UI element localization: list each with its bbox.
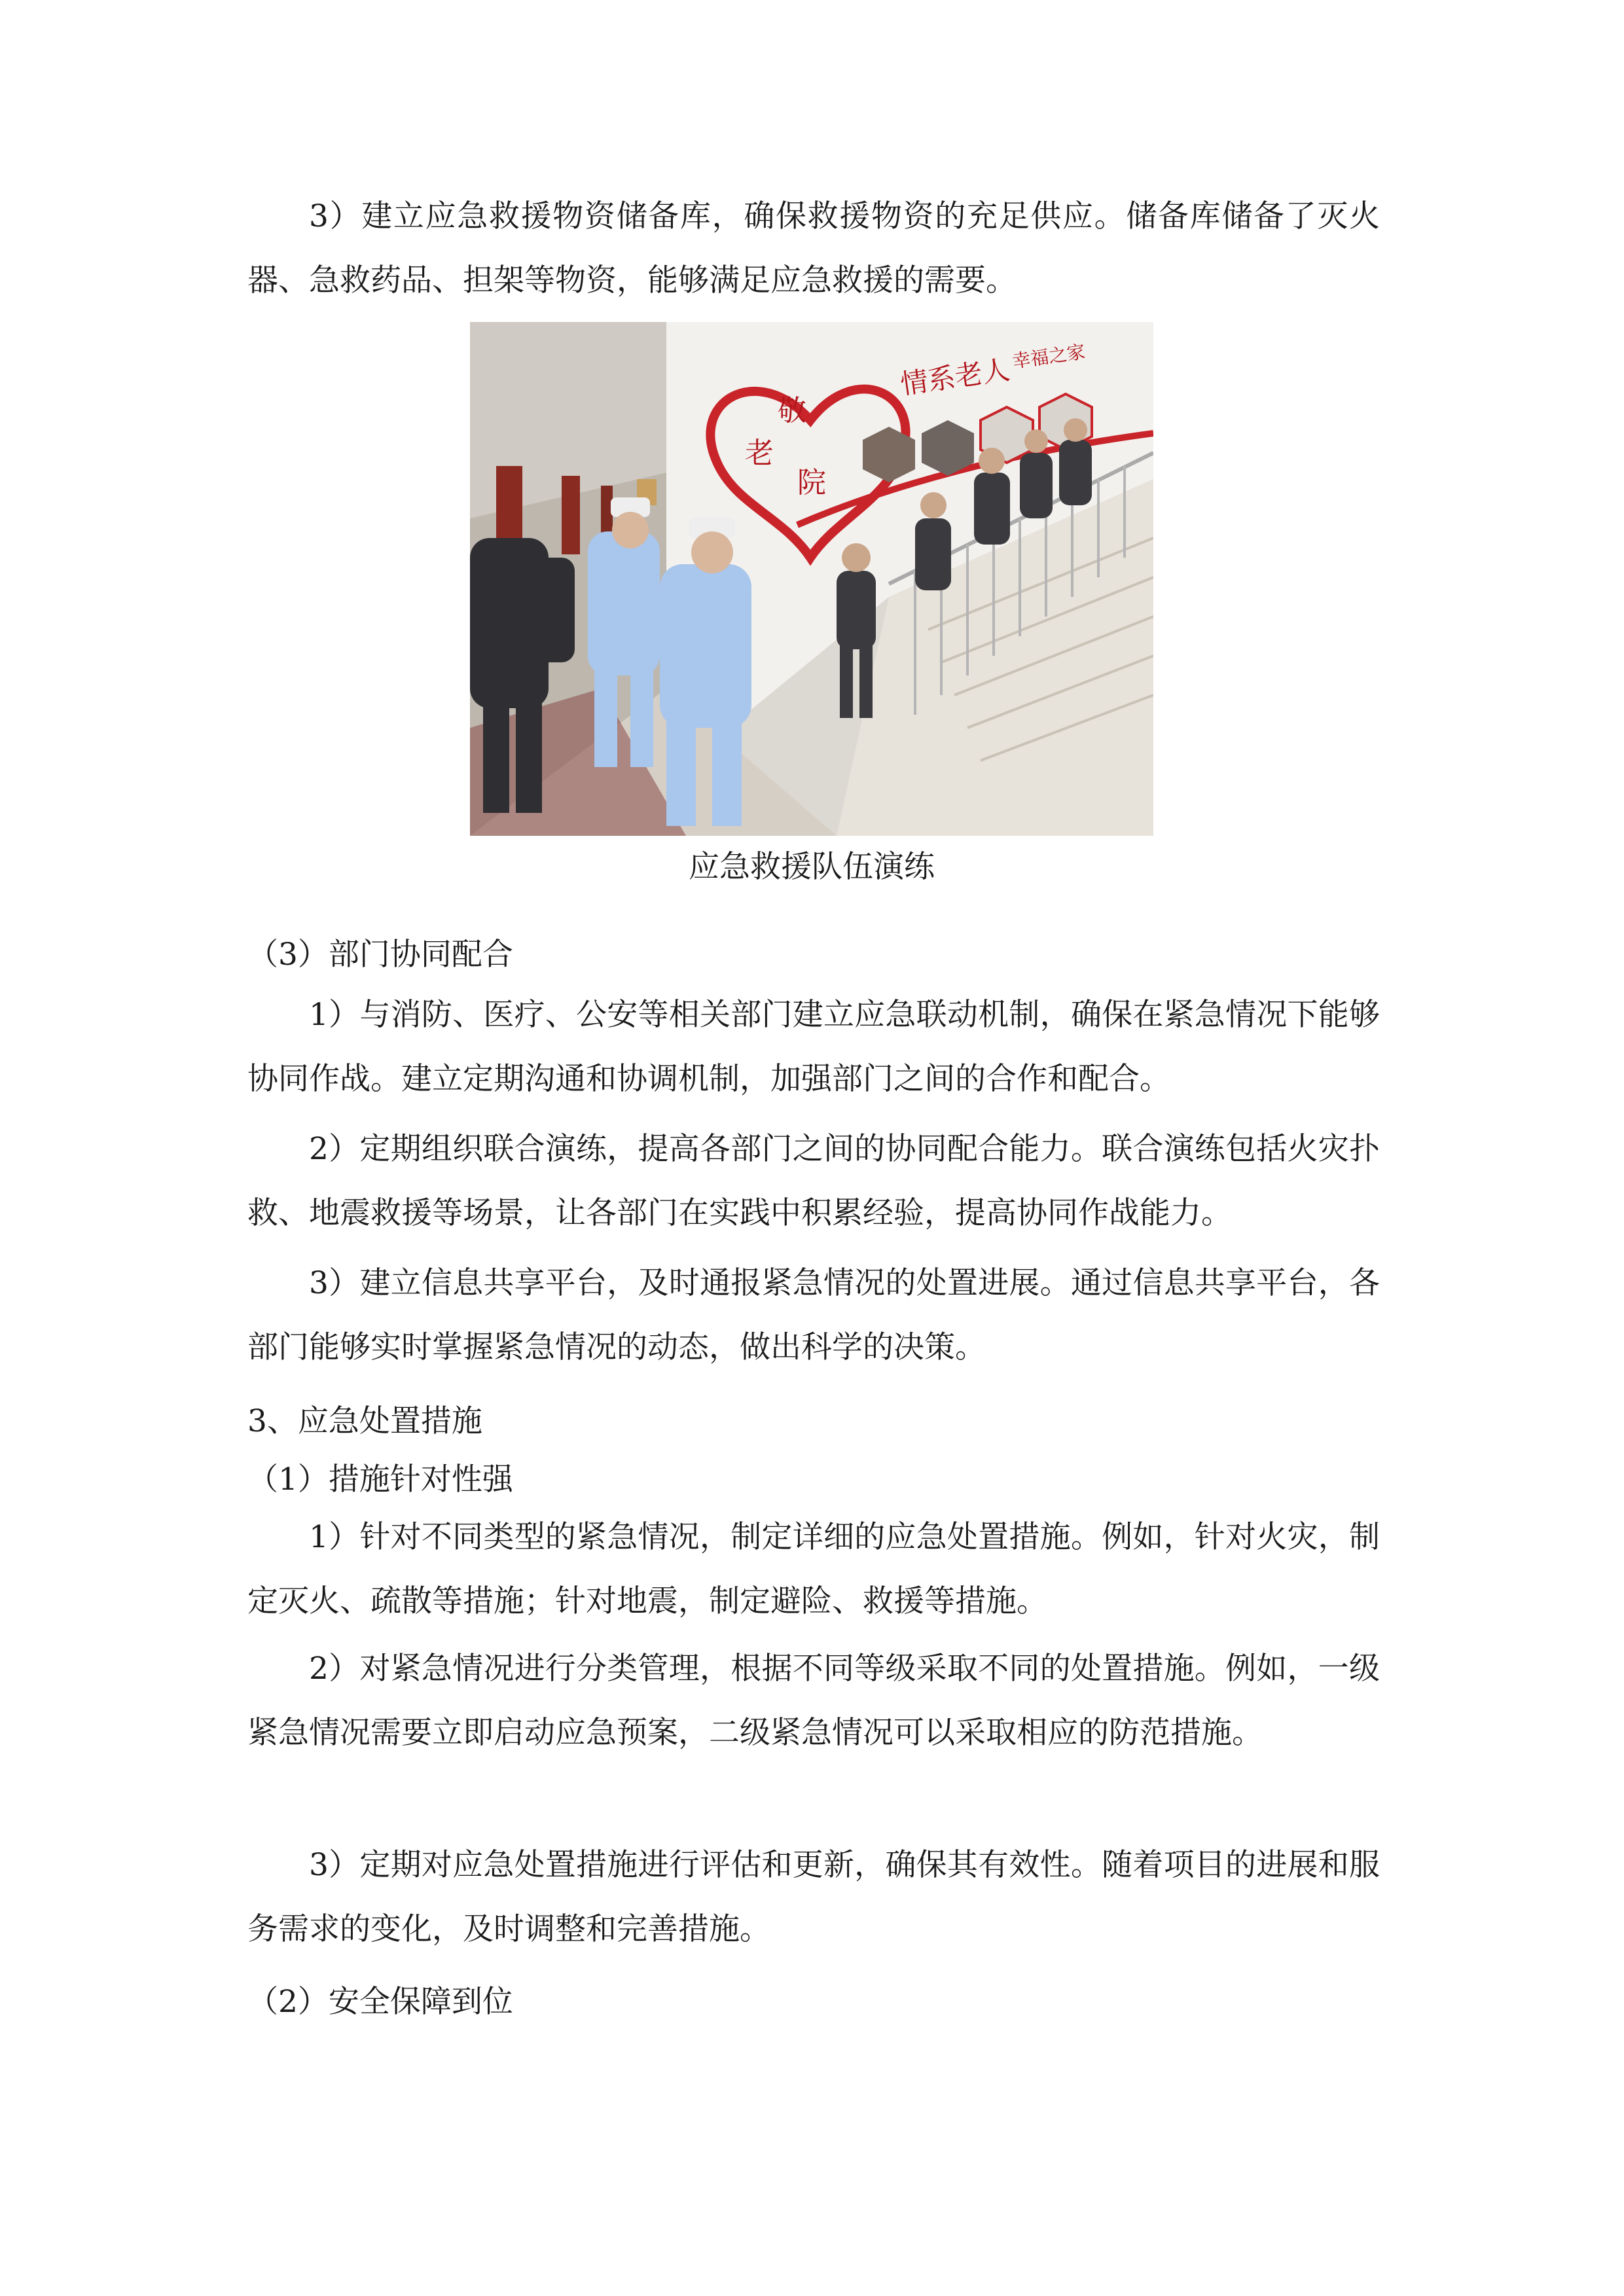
wall-char-3: 院 <box>797 466 826 499</box>
section-heading-dept-coordination: （3）部门协同配合 <box>247 937 513 973</box>
section-heading-safety: （2）安全保障到位 <box>247 1984 513 2020</box>
paragraph-dept-2: 2）定期组织联合演练，提高各部门之间的协同配合能力。联合演练包括火灾扑救、地震救援等场景，让各部门在实践中积累经验，提高协同作战能力。 <box>247 1131 1380 1231</box>
paragraph-dept-1: 1）与消防、医疗、公安等相关部门建立应急联动机制，确保在紧急情况下能够协同作战。建立定期沟通和协调机制，加强部门之间的合作和配合。 <box>247 997 1380 1097</box>
section-heading-measures: 3、应急处置措施 <box>247 1403 482 1439</box>
paragraph-dept-3: 3）建立信息共享平台，及时通报紧急情况的处置进展。通过信息共享平台，各部门能够实时掌握紧急情况的动态，做出科学的决策。 <box>247 1265 1380 1365</box>
drill-photo <box>470 322 1153 836</box>
wall-char-1: 敬 <box>778 394 806 427</box>
paragraph-measures-3: 3）定期对应急处置措施进行评估和更新，确保其有效性。随着项目的进展和服务需求的变化，及时调整和完善措施。 <box>247 1847 1380 1947</box>
photo-caption: 应急救援队伍演练 <box>689 849 935 885</box>
paragraph-supplies: 3）建立应急救援物资储备库，确保救援物资的充足供应。储备库储备了灭火器、急救药品、担架等物资，能够满足应急救援的需要。 <box>247 198 1380 298</box>
section-heading-targeted: （1）措施针对性强 <box>247 1462 513 1498</box>
wall-banner: 情系老人 <box>898 353 1012 401</box>
paragraph-measures-2: 2）对紧急情况进行分类管理，根据不同等级采取不同的处置措施。例如，一级紧急情况需要立即启动应急预案，二级紧急情况可以采取相应的防范措施。 <box>247 1651 1380 1751</box>
wall-char-2: 老 <box>745 437 774 470</box>
paragraph-measures-1: 1）针对不同类型的紧急情况，制定详细的应急处置措施。例如，针对火灾，制定灭火、疏散等措施；针对地震，制定避险、救援等措施。 <box>247 1519 1380 1619</box>
drill-photo-illustration <box>470 322 1153 836</box>
wall-banner-2: 幸福之家 <box>1011 340 1087 372</box>
